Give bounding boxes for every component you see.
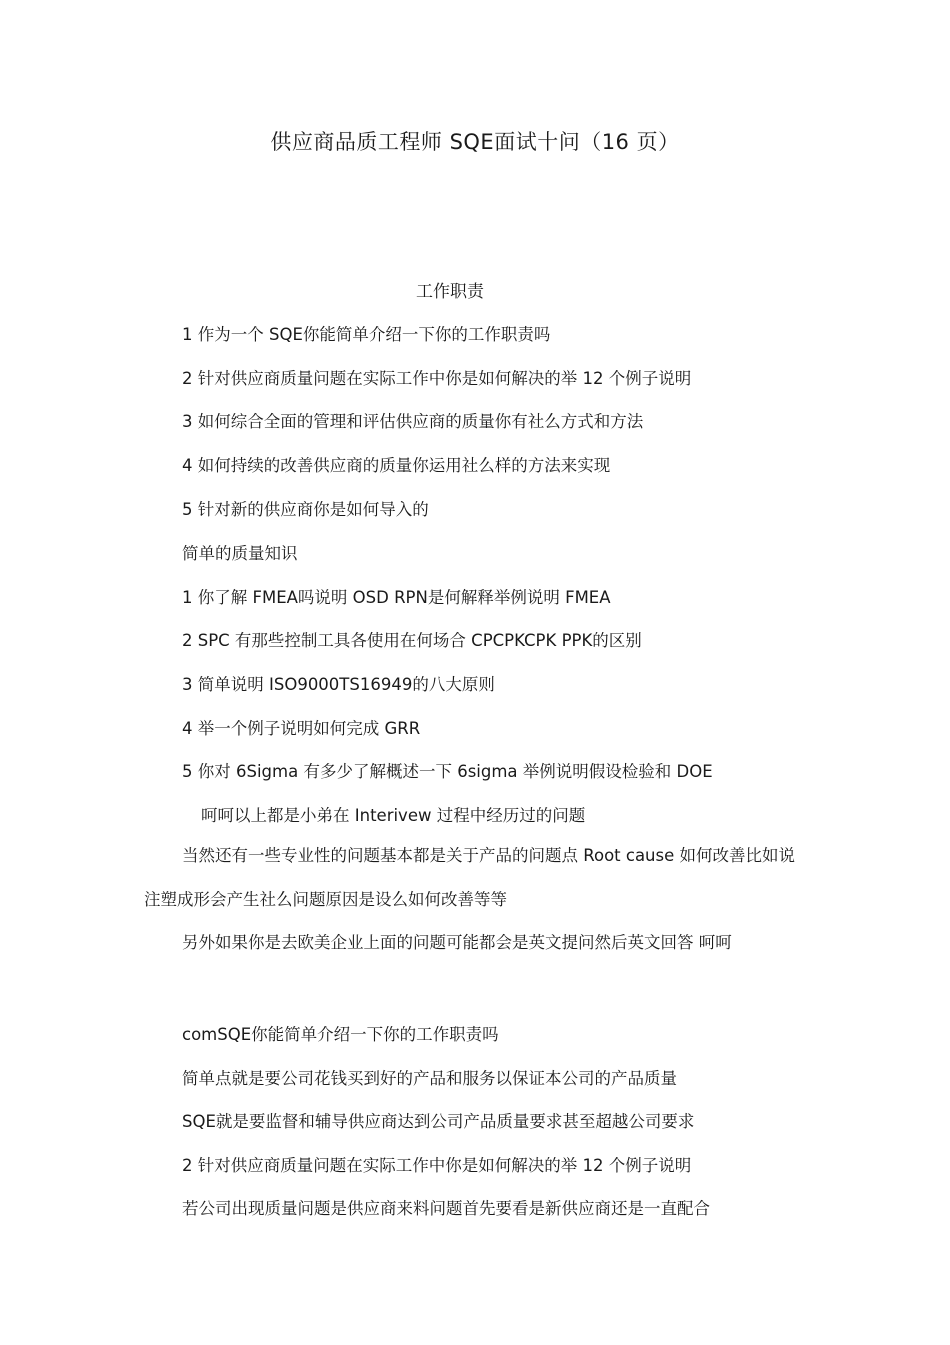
remark-line: 呵呵以上都是小弟在 Interivew 过程中经历过的问题 [201,806,586,825]
answer-line: SQE就是要监督和辅导供应商达到公司产品质量要求甚至超越公司要求 [182,1112,695,1131]
section-heading-duties: 工作职责 [416,282,484,302]
question-line: 3 如何综合全面的管理和评估供应商的质量你有社么方式和方法 [182,412,644,431]
question-line: 4 举一个例子说明如何完成 GRR [182,719,421,738]
question-line: 5 你对 6Sigma 有多少了解概述一下 6sigma 举例说明假设检验和 DOE [182,762,713,781]
document-title: 供应商品质工程师 SQE面试十问（16 页） [270,130,680,154]
section-heading-quality: 简单的质量知识 [182,544,298,563]
question-line: 5 针对新的供应商你是如何导入的 [182,500,429,519]
answer-line: 若公司出现质量问题是供应商来料问题首先要看是新供应商还是一直配合 [182,1199,710,1218]
question-line: 3 简单说明 ISO9000TS16949的八大原则 [182,675,495,694]
answer-line: 2 针对供应商质量问题在实际工作中你是如何解决的举 12 个例子说明 [182,1156,692,1175]
question-line: 4 如何持续的改善供应商的质量你运用社么样的方法来实现 [182,456,611,475]
question-line: 1 你了解 FMEA吗说明 OSD RPN是何解释举例说明 FMEA [182,588,611,607]
paragraph: 当然还有一些专业性的问题基本都是关于产品的问题点 Root cause 如何改善比如说注塑成形会产生社么问题原因是设么如何改善等等 [144,846,796,909]
paragraph: 另外如果你是去欧美企业上面的问题可能都会是英文提问然后英文回答 呵呵 [182,933,732,952]
answer-line: comSQE你能简单介绍一下你的工作职责吗 [182,1025,499,1044]
answer-line: 简单点就是要公司花钱买到好的产品和服务以保证本公司的产品质量 [182,1069,677,1088]
question-line: 1 作为一个 SQE你能简单介绍一下你的工作职责吗 [182,325,551,344]
question-line: 2 SPC 有那些控制工具各使用在何场合 CPCPKCPK PPK的区别 [182,631,642,650]
question-line: 2 针对供应商质量问题在实际工作中你是如何解决的举 12 个例子说明 [182,369,692,388]
